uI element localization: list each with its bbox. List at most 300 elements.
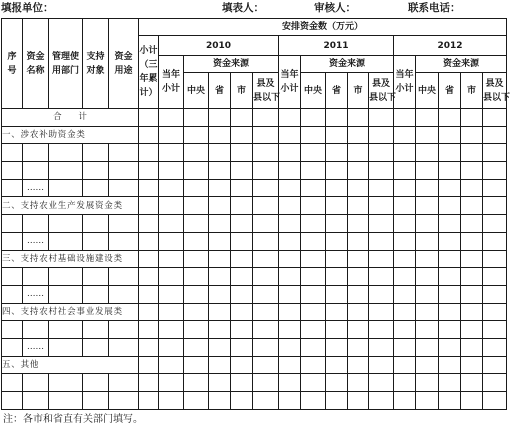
filling-unit-label: 填报单位： [1,2,54,14]
amount-2011-province [326,321,348,339]
amount-2012-annual-subtotal [394,303,416,321]
cell-seq [2,144,23,162]
amount-2012-city [461,392,483,410]
amount-2012-annual-subtotal [394,215,416,233]
amount-2011-annual-subtotal [279,285,301,303]
amount-2010-province [209,374,231,392]
amount-2010-annual-subtotal [159,321,184,339]
amount-2011-city [348,321,369,339]
amount-2012-central [416,215,439,233]
cell-fund-name [23,144,49,162]
amount-2010-city [231,126,253,144]
amount-2011-central [301,162,326,180]
amount-2012-central [416,179,439,197]
amount-2010-province [209,392,231,410]
cell-managing-dept [49,215,83,233]
amount-2011-county [369,162,394,180]
amount-2011-city [348,232,369,250]
table-row [2,374,507,392]
fund-name-ellipsis: …… [23,232,49,250]
cell-seq [2,321,23,339]
cell-support-target [83,338,109,356]
amount-2010-central [184,126,209,144]
amount-2012-central [416,109,439,127]
cell-fund-purpose [109,144,139,162]
amount-2011-province [326,303,348,321]
amount-2010-province [209,321,231,339]
amount-three-year-subtotal [139,356,159,374]
col-header-three-year-subtotal: 小计 （三 年累 计） [139,36,159,109]
amount-2011-annual-subtotal [279,126,301,144]
amount-2010-county [253,162,279,180]
amount-2012-annual-subtotal [394,144,416,162]
amount-2011-annual-subtotal [279,303,301,321]
amount-three-year-subtotal [139,197,159,215]
amount-2010-central [184,197,209,215]
amount-three-year-subtotal [139,303,159,321]
amount-2011-county [369,197,394,215]
amount-2012-county [483,197,507,215]
amount-2011-annual-subtotal [279,215,301,233]
amount-2010-county [253,215,279,233]
amount-2010-city [231,179,253,197]
amount-2011-county [369,285,394,303]
amount-2012-province [439,144,461,162]
amount-2012-city [461,197,483,215]
fund-source-header-2011: 资金来源 [301,56,394,73]
amount-2011-county [369,321,394,339]
cell-seq [2,215,23,233]
amount-2010-central [184,392,209,410]
amount-2010-province [209,144,231,162]
table-row [2,215,507,233]
amount-2012-province [439,109,461,127]
amount-2010-county [253,338,279,356]
amount-2012-city [461,126,483,144]
cell-fund-purpose [109,321,139,339]
amount-2012-annual-subtotal [394,109,416,127]
cell-support-target [83,232,109,250]
cell-seq [2,232,23,250]
amount-2012-central [416,374,439,392]
amount-2012-county [483,109,507,127]
amount-2010-central [184,321,209,339]
amount-2012-annual-subtotal [394,356,416,374]
amount-2011-central [301,197,326,215]
fund-name-ellipsis: …… [23,285,49,303]
amount-2012-annual-subtotal [394,179,416,197]
amount-2012-central [416,392,439,410]
cell-managing-dept [49,392,83,410]
amount-2010-annual-subtotal [159,179,184,197]
amount-2011-city [348,285,369,303]
amount-2012-city [461,303,483,321]
amount-2012-city [461,338,483,356]
header-row [2,19,507,36]
amount-2012-county [483,126,507,144]
year-header-2010: 2010 [159,36,279,56]
amount-2011-central [301,126,326,144]
amount-2010-central [184,268,209,286]
amount-2012-central [416,250,439,268]
amount-2012-province [439,374,461,392]
amount-2011-city [348,126,369,144]
cell-fund-purpose [109,215,139,233]
cell-fund-purpose [109,232,139,250]
amount-2011-city [348,392,369,410]
amount-three-year-subtotal [139,374,159,392]
amount-2010-central [184,179,209,197]
amount-2010-annual-subtotal [159,303,184,321]
amount-2012-county [483,250,507,268]
amount-2012-central [416,126,439,144]
cell-seq [2,374,23,392]
amount-2011-annual-subtotal [279,250,301,268]
amount-2012-central [416,144,439,162]
amount-2010-city [231,268,253,286]
cell-fund-purpose [109,162,139,180]
cell-support-target [83,285,109,303]
amount-2011-central [301,338,326,356]
amount-2011-annual-subtotal [279,232,301,250]
amount-2011-city [348,144,369,162]
footnote: 注：各市和省直有关部门填写。 [3,414,143,425]
amount-2011-city [348,268,369,286]
source-central-2010: 中央 [184,73,209,109]
amount-2010-county [253,179,279,197]
amount-2011-county [369,215,394,233]
table-row [2,338,507,356]
amount-2011-annual-subtotal [279,179,301,197]
amount-2012-central [416,338,439,356]
amount-2012-province [439,321,461,339]
amount-2011-province [326,285,348,303]
amount-2012-city [461,109,483,127]
amount-2012-central [416,356,439,374]
amount-2012-annual-subtotal [394,197,416,215]
cell-support-target [83,179,109,197]
table-row [2,356,507,374]
table-header [2,19,510,109]
cell-seq [2,268,23,286]
amount-2010-city [231,162,253,180]
amount-2011-province [326,268,348,286]
amount-2012-county [483,232,507,250]
amount-2011-central [301,321,326,339]
amount-2010-county [253,285,279,303]
funding-table [1,18,510,410]
amount-2011-county [369,303,394,321]
amount-2012-county [483,179,507,197]
table-row [2,303,507,321]
amount-2012-city [461,179,483,197]
amount-2010-central [184,109,209,127]
amount-2011-county [369,179,394,197]
source-province-2010: 省 [209,73,231,109]
amount-2011-county [369,392,394,410]
amount-2010-annual-subtotal [159,392,184,410]
amount-2011-central [301,285,326,303]
amount-2010-province [209,250,231,268]
reviewer-label: 审核人： [314,2,356,14]
amount-2010-county [253,126,279,144]
amount-2010-central [184,232,209,250]
amount-2012-county [483,144,507,162]
fund-name-ellipsis: …… [23,179,49,197]
amount-2011-county [369,109,394,127]
amount-2011-annual-subtotal [279,338,301,356]
amount-three-year-subtotal [139,215,159,233]
amount-2012-province [439,303,461,321]
amount-2011-central [301,392,326,410]
amount-2012-province [439,215,461,233]
table-row [2,250,507,268]
amount-2012-annual-subtotal [394,338,416,356]
amount-2012-county [483,338,507,356]
amount-2010-city [231,250,253,268]
amount-2010-county [253,250,279,268]
amount-2011-county [369,356,394,374]
amount-2012-city [461,285,483,303]
amount-2012-province [439,179,461,197]
filler-label: 填表人： [222,2,264,14]
table-row [2,321,507,339]
amount-2011-city [348,374,369,392]
amount-2012-central [416,197,439,215]
amount-2011-city [348,338,369,356]
amount-2012-province [439,392,461,410]
cell-fund-purpose [109,374,139,392]
col-header-amount: 安排资金数（万元） [139,19,507,36]
amount-2011-province [326,215,348,233]
amount-three-year-subtotal [139,250,159,268]
amount-2012-annual-subtotal [394,126,416,144]
amount-2011-central [301,250,326,268]
amount-2010-county [253,374,279,392]
amount-2010-city [231,215,253,233]
amount-2010-central [184,215,209,233]
amount-2011-central [301,374,326,392]
amount-2011-county [369,250,394,268]
cell-support-target [83,321,109,339]
category-label: 三、支持农村基础设施建设类 [2,250,139,268]
amount-2011-central [301,356,326,374]
col-header-managing-dept: 管理使 用部门 [49,19,83,109]
amount-2010-annual-subtotal [159,250,184,268]
amount-2011-annual-subtotal [279,268,301,286]
amount-2010-city [231,285,253,303]
amount-2012-province [439,356,461,374]
amount-2011-central [301,232,326,250]
amount-2010-county [253,232,279,250]
amount-2010-province [209,338,231,356]
amount-2010-county [253,268,279,286]
col-header-fund-name: 资金 名称 [23,19,49,109]
amount-2010-city [231,303,253,321]
cell-managing-dept [49,162,83,180]
amount-2011-county [369,374,394,392]
amount-2011-annual-subtotal [279,162,301,180]
amount-2012-annual-subtotal [394,285,416,303]
table-row [2,126,507,144]
amount-2012-province [439,126,461,144]
amount-2011-province [326,232,348,250]
amount-2011-central [301,179,326,197]
amount-2010-central [184,285,209,303]
cell-managing-dept [49,144,83,162]
amount-2010-county [253,197,279,215]
category-label: 四、支持农村社会事业发展类 [2,303,139,321]
table-row [2,285,507,303]
amount-2012-county [483,374,507,392]
amount-2010-province [209,109,231,127]
amount-three-year-subtotal [139,285,159,303]
fund-name-ellipsis: …… [23,338,49,356]
amount-2010-city [231,356,253,374]
amount-2011-central [301,215,326,233]
cell-seq [2,285,23,303]
cell-support-target [83,162,109,180]
amount-2010-annual-subtotal [159,338,184,356]
amount-2011-city [348,109,369,127]
cell-managing-dept [49,374,83,392]
cell-fund-name [23,392,49,410]
cell-fund-name [23,321,49,339]
amount-2011-province [326,250,348,268]
amount-three-year-subtotal [139,126,159,144]
amount-2012-province [439,338,461,356]
source-county-2010: 县及 县以下 [253,73,279,109]
category-label: 五、其他 [2,356,139,374]
cell-fund-name [23,268,49,286]
amount-three-year-subtotal [139,338,159,356]
col-header-fund-purpose: 资金 用途 [109,19,139,109]
table-row [2,144,507,162]
amount-2011-province [326,126,348,144]
amount-three-year-subtotal [139,109,159,127]
amount-2010-annual-subtotal [159,232,184,250]
amount-2010-city [231,392,253,410]
source-province-2012: 省 [439,73,461,109]
amount-2012-annual-subtotal [394,268,416,286]
table-row [2,232,507,250]
amount-2010-province [209,356,231,374]
amount-2010-county [253,321,279,339]
amount-2012-annual-subtotal [394,232,416,250]
table-row [2,392,507,410]
amount-2012-central [416,285,439,303]
amount-2012-central [416,268,439,286]
source-city-2011: 市 [348,73,369,109]
amount-2011-province [326,392,348,410]
amount-2010-annual-subtotal [159,126,184,144]
amount-2011-city [348,356,369,374]
year-header-2011: 2011 [279,36,394,56]
amount-2011-city [348,162,369,180]
amount-2012-city [461,321,483,339]
amount-2011-city [348,250,369,268]
cell-support-target [83,215,109,233]
amount-three-year-subtotal [139,321,159,339]
amount-2012-annual-subtotal [394,162,416,180]
amount-2010-annual-subtotal [159,144,184,162]
amount-2011-city [348,215,369,233]
amount-2012-annual-subtotal [394,321,416,339]
form-header [0,0,508,16]
amount-2011-county [369,338,394,356]
amount-2010-annual-subtotal [159,356,184,374]
amount-2010-annual-subtotal [159,285,184,303]
amount-2010-city [231,232,253,250]
amount-2010-province [209,285,231,303]
amount-2010-annual-subtotal [159,197,184,215]
cell-seq [2,392,23,410]
cell-support-target [83,392,109,410]
amount-2010-central [184,338,209,356]
amount-2010-city [231,321,253,339]
amount-2012-city [461,215,483,233]
cell-managing-dept [49,232,83,250]
col-header-support-target: 支持 对象 [83,19,109,109]
amount-2010-province [209,303,231,321]
cell-managing-dept [49,268,83,286]
source-county-2011: 县及 县以下 [369,73,394,109]
category-label: 二、支持农业生产发展资金类 [2,197,139,215]
amount-three-year-subtotal [139,392,159,410]
amount-2011-province [326,374,348,392]
cell-fund-purpose [109,285,139,303]
amount-2011-province [326,162,348,180]
amount-2010-annual-subtotal [159,109,184,127]
amount-2011-province [326,338,348,356]
annual-subtotal-header-2012: 当年 小计 [394,56,416,109]
amount-2010-city [231,338,253,356]
amount-2010-province [209,215,231,233]
amount-2011-county [369,268,394,286]
amount-2012-province [439,162,461,180]
amount-2012-province [439,250,461,268]
amount-2010-province [209,197,231,215]
cell-managing-dept [49,285,83,303]
fund-source-header-2010: 资金来源 [184,56,279,73]
amount-2012-city [461,162,483,180]
amount-2012-county [483,303,507,321]
source-city-2010: 市 [231,73,253,109]
amount-2010-central [184,374,209,392]
fund-source-header-2012: 资金来源 [416,56,507,73]
cell-fund-purpose [109,392,139,410]
amount-2010-central [184,144,209,162]
amount-three-year-subtotal [139,179,159,197]
amount-2011-province [326,144,348,162]
amount-2011-central [301,268,326,286]
cell-fund-name [23,374,49,392]
amount-2012-province [439,285,461,303]
amount-2010-province [209,232,231,250]
amount-2011-central [301,303,326,321]
amount-2010-county [253,356,279,374]
cell-seq [2,162,23,180]
source-central-2011: 中央 [301,73,326,109]
annual-subtotal-header-2010: 当年 小计 [159,56,184,109]
year-header-2012: 2012 [394,36,507,56]
amount-2011-annual-subtotal [279,374,301,392]
amount-2012-province [439,232,461,250]
amount-2011-county [369,144,394,162]
amount-2012-city [461,268,483,286]
amount-2010-province [209,179,231,197]
amount-2012-county [483,285,507,303]
